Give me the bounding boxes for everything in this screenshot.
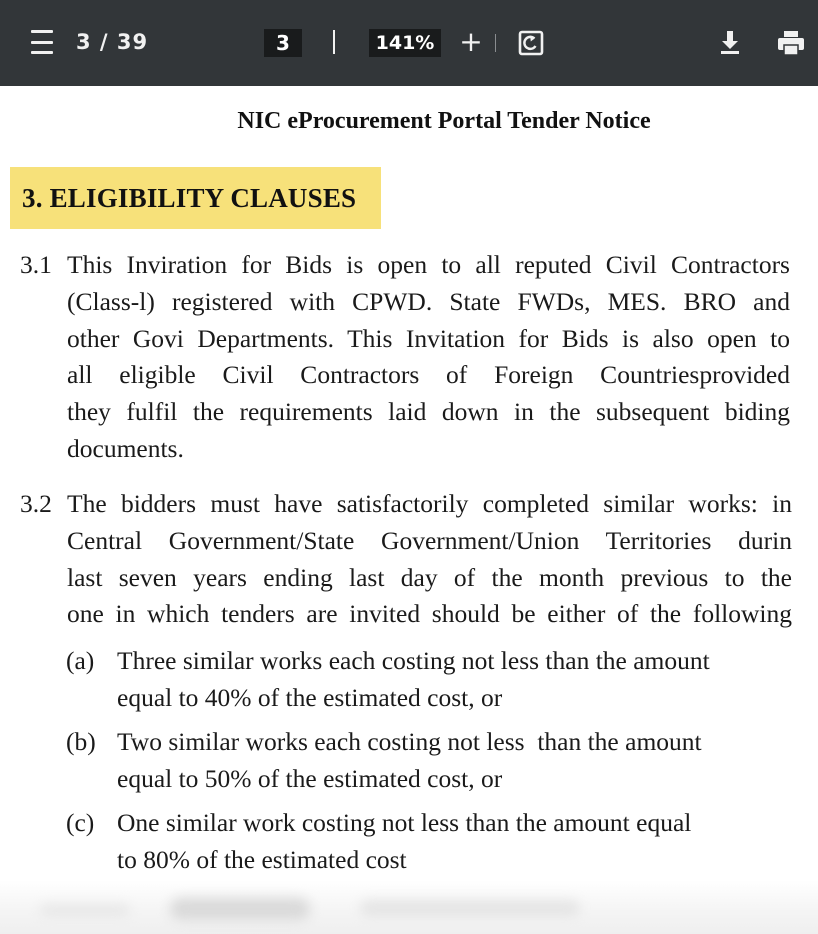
clause-line: one in which tenders are invited should be either of the following	[67, 599, 792, 629]
option-line: equal to 40% of the estimated cost, or	[117, 682, 503, 712]
clause-line: last seven years ending last day of the month previous to the	[67, 562, 792, 592]
document-header-text: NIC eProcurement Portal Tender Notice	[237, 108, 651, 134]
clause-line: they fulfil the requirements laid down in the subsequent biding	[67, 397, 790, 427]
option-line: Two similar works each costing not less than the amount	[117, 727, 702, 756]
option-letter: (c)	[66, 808, 95, 837]
clause-body	[67, 486, 792, 633]
blurred-page-footer	[0, 880, 818, 934]
rotate-icon[interactable]	[517, 29, 545, 57]
pdf-toolbar	[0, 0, 818, 86]
option-line: One similar work costing not less than the amount equal	[117, 808, 692, 837]
page-number-input[interactable]: 3	[264, 29, 302, 57]
clause-line: other Govi Departments. This Invitation for Bids is also open to	[67, 323, 790, 353]
clause-body	[67, 247, 790, 468]
clause-line: This Inviration for Bids is open to all reputed Civil Contractors	[67, 250, 790, 279]
menu-icon[interactable]	[30, 30, 54, 54]
print-icon[interactable]	[776, 28, 806, 58]
page-indicator: 3 / 39	[76, 30, 149, 54]
download-icon[interactable]	[716, 28, 744, 56]
toolbar-separator	[333, 30, 335, 54]
clause-line: all eligible Civil Contractors of Foreign Countriesprovided	[67, 360, 790, 390]
option-letter: (a)	[66, 646, 95, 675]
clause-line: documents.	[67, 433, 184, 463]
toolbar-divider	[495, 34, 496, 52]
clause-line: Central Government/State Government/Union Territories durin	[67, 525, 792, 555]
option-body	[117, 724, 702, 797]
option-line: Three similar works each costing not less than the amount	[117, 646, 710, 675]
clause-number: 3.1	[20, 250, 52, 279]
clause-line: The bidders must have satisfactorily completed similar works: in	[67, 489, 792, 518]
zoom-level-input[interactable]: 141%	[369, 29, 441, 57]
section-heading: 3. ELIGIBILITY CLAUSES	[10, 167, 381, 229]
document-header	[0, 108, 818, 135]
option-letter: (b)	[66, 727, 96, 756]
option-line: equal to 50% of the estimated cost, or	[117, 763, 503, 793]
clause-line: (Class-l) registered with CPWD. State FWDs, MES. BRO and	[67, 286, 790, 316]
option-body	[117, 643, 710, 716]
option-body	[117, 805, 691, 878]
option-line: to 80% of the estimated cost	[117, 844, 407, 874]
zoom-in-button[interactable]: +	[459, 24, 483, 58]
clause-number: 3.2	[20, 489, 52, 518]
